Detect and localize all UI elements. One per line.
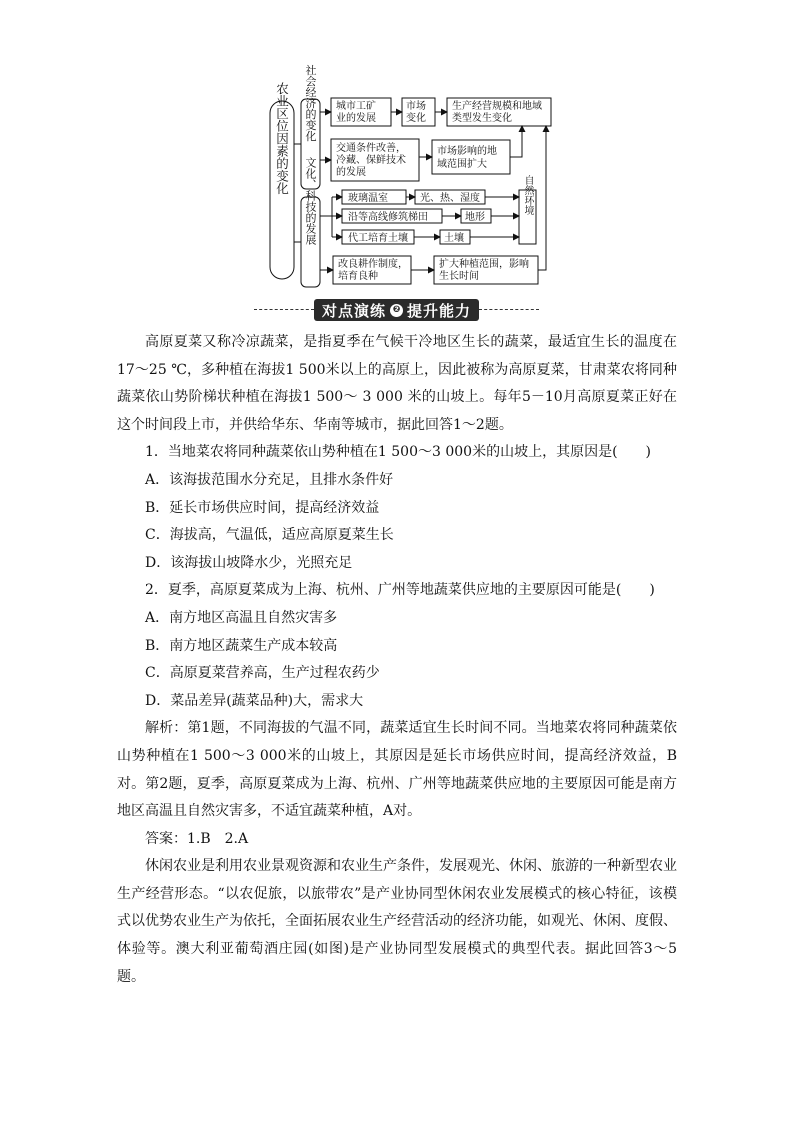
- q1-option-a: A．该海拔范围水分充足，且排水条件好: [145, 471, 394, 488]
- banner-left-text: 对点演练: [321, 301, 386, 320]
- b2-box3-label: 沿等高线修筑梯田: [348, 212, 428, 223]
- q2-option-d: D．菜品差异(蔬菜品种)大，需求大: [145, 692, 364, 709]
- banner-right-text: 提升能力: [407, 301, 472, 320]
- question-2: 2．夏季，高原夏菜成为上海、杭州、广州等地蔬菜供应地的主要原因可能是( ): [145, 582, 655, 599]
- b1-box4-line3: 的发展: [336, 167, 366, 178]
- q2-option-a: A．南方地区高温且自然灾害多: [145, 609, 338, 626]
- branch2-label: 文化、科技的发展: [304, 157, 317, 245]
- banner-left-dash: [254, 309, 314, 310]
- b1-box1-line1: 城市工矿: [336, 101, 376, 112]
- b2-box9-line1: 扩大种植范围，影响: [439, 259, 529, 270]
- intro-paragraph-2: 休闲农业是利用农业景观资源和农业生产条件，发展观光、休闲、旅游的一种新型农业生产经营形态。“以农促旅，以旅带农”是产业协同型休闲农业发展模式的核心特征，该模式以优势农业生产为依托，全面拓展农业生产经营活动的经济功能，如观光、休闲、度假、体验等。澳大利亚葡萄酒庄园(如图)是产业协同型发展模式的典型代表。据此回答3～5题。: [117, 858, 677, 985]
- b1-box4-line2: 冷藏、保鲜技术: [336, 155, 406, 166]
- intro-paragraph-1: 高原夏菜又称冷凉蔬菜，是指夏季在气候干冷地区生长的蔬菜，最适宜生长的温度在17～25 ℃，多种植在海拔1 500米以上的高原上，因此被称为高原夏菜，甘肃菜农将同种蔬菜依山势阶梯状种植在海拔1 500～ 3 000 米的山坡上。每年5－10月高原夏菜正好在这个时间段上市，并供给华东、华南等城市，据此回答1～2题。: [117, 334, 677, 433]
- b1-box3-line1: 生产经营规模和地域: [452, 101, 542, 112]
- banner-pill: [314, 299, 479, 321]
- document-body: [117, 329, 677, 991]
- q1-option-c: C．海拔高，气温低，适应高原夏菜生长: [145, 527, 394, 544]
- b1-box5-line1: 市场影响的地: [437, 146, 497, 157]
- b2-box1-label: 玻璃温室: [348, 193, 388, 204]
- b1-box2-line2: 变化: [406, 113, 426, 124]
- b2-box8-line1: 改良耕作制度，: [338, 259, 408, 270]
- b2-box6-label: 土壤: [444, 233, 464, 244]
- banner-badge-icon: ❷: [390, 304, 403, 317]
- b2-box5-label: 代工培育土壤: [348, 233, 408, 244]
- b1-box1-line2: 业的发展: [336, 113, 376, 124]
- b2-box7-label: 自然环境: [522, 175, 533, 215]
- q1-option-b: B．延长市场供应时间，提高经济效益: [145, 499, 380, 516]
- b1-box3-line2: 类型发生变化: [452, 113, 512, 124]
- flowchart-diagram: [0, 0, 794, 296]
- q1-option-d: D．该海拔山坡降水少，光照充足: [145, 554, 353, 571]
- q2-option-c: C．高原夏菜营养高，生产过程农药少: [145, 665, 380, 682]
- answer-line: 答案：1.B 2.A: [145, 830, 249, 847]
- b1-box5-line2: 域范围扩大: [437, 159, 487, 170]
- b1-box4-line1: 交通条件改善，: [336, 143, 406, 154]
- b2-box9-line2: 生长时间: [439, 271, 479, 282]
- b2-box2-label: 光、热、湿度: [420, 193, 480, 204]
- analysis-paragraph: 解析：第1题，不同海拔的气温不同，蔬菜适宜生长时间不同。当地菜农将同种蔬菜依山势种植在1 500～3 000米的山坡上，其原因是延长市场供应时间，提高经济效益，B对。第2题，夏季，高原夏菜成为上海、杭州、广州等地蔬菜供应地的主要原因可能是南方地区高温且自然灾害多，不适宜蔬菜种植，A对。: [117, 720, 677, 820]
- branch1-label: 社会经济的变化: [304, 64, 317, 142]
- root-label: 农业区位因素的变化: [274, 81, 290, 195]
- q2-option-b: B．南方地区蔬菜生产成本较高: [145, 637, 338, 654]
- b2-box4-label: 地形: [465, 212, 485, 223]
- question-1: 1．当地菜农将同种蔬菜依山势种植在1 500～3 000米的山坡上，其原因是( ): [145, 444, 651, 461]
- banner-right-dash: [479, 309, 539, 310]
- b1-box2-line1: 市场: [406, 101, 426, 112]
- section-banner: [254, 297, 539, 324]
- b2-box8-line2: 培育良种: [338, 271, 378, 282]
